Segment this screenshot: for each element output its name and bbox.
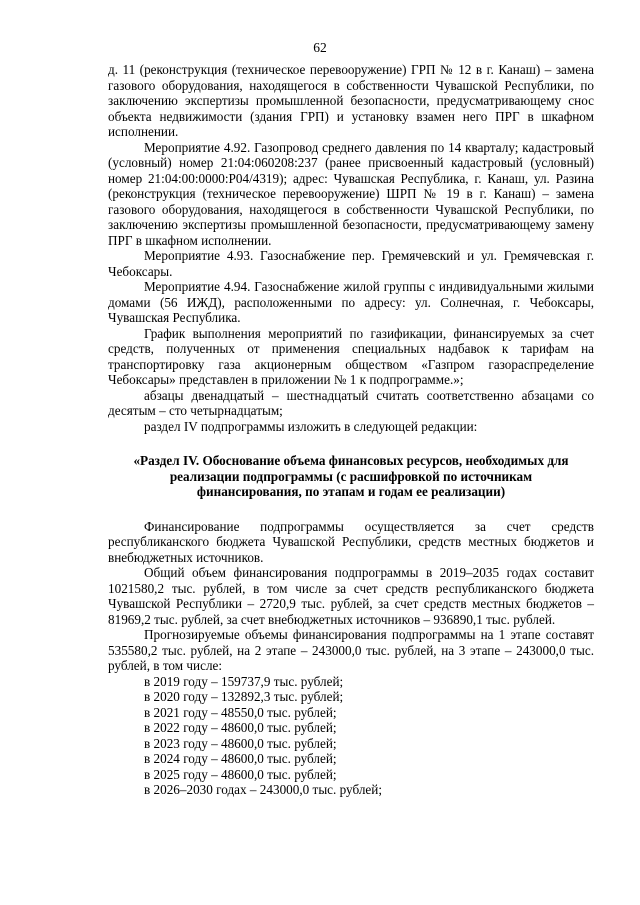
- paragraph: Мероприятие 4.92. Газопровод среднего давления по 14 кварталу; кадастровый (условный) номер 21:04:060208:237 (ранее присвоенный кадастровый (условный) номер 21:04:00:0000:Р04/4319); адрес: Чувашская Республика, г. Канаш, ул. Разина (реконструкция (техническое перевооружение) ШРП № 19 в г. Канаш) – замена газового оборудования, находящегося в собственности Чувашской Республики, по заключению экспертизы промышленной безопасности, предусматривающему замену ПРГ в шкафном исполнении.: [108, 139, 594, 248]
- list-item: в 2019 году – 159737,9 тыс. рублей;: [144, 673, 344, 689]
- paragraph: Мероприятие 4.93. Газоснабжение пер. Гремячевский и ул. Гремячевская г. Чебоксары.: [108, 248, 594, 279]
- year-list: [108, 674, 594, 798]
- list-item: в 2026–2030 годах – 243000,0 тыс. рублей;: [144, 782, 382, 798]
- paragraph: д. 11 (реконструкция (техническое перевооружение) ГРП № 12 в г. Канаш) – замена газового оборудования, находящегося в собственности Чувашской Республики, по заключению экспертизы промышленной безопасности, предусматривающему снос объекта недвижимости (здания ГРП) и установку взамен него ПРГ в шкафном исполнении.: [108, 62, 594, 139]
- list-item: в 2023 году – 48600,0 тыс. рублей;: [144, 735, 337, 751]
- list-item: в 2025 году – 48600,0 тыс. рублей;: [144, 766, 337, 782]
- paragraph: График выполнения мероприятий по газификации, финансируемых за счет средств, полученных от применения специальных надбавок к тарифам на транспортировку газа акционерным обществом «Газпром газораспределение Чебоксары» представлен в приложении № 1 к подпрограмме.»;: [108, 325, 594, 387]
- list-item: в 2024 году – 48600,0 тыс. рублей;: [144, 751, 337, 767]
- section-heading: «Раздел IV. Обоснование объема финансовых ресурсов, необходимых для реализации подпрограммы (с расшифровкой по источникам финансирования, по этапам и годам ее реализации): [133, 453, 569, 500]
- paragraph: раздел IV подпрограммы изложить в следующей редакции:: [144, 418, 478, 434]
- paragraph: Финансирование подпрограммы осуществляется за счет средств республиканского бюджета Чувашской Республики, средств местных бюджетов и внебюджетных источников.: [108, 518, 594, 565]
- list-item: в 2021 году – 48550,0 тыс. рублей;: [144, 704, 337, 720]
- paragraph: Общий объем финансирования подпрограммы в 2019–2035 годах составит 1021580,2 тыс. рублей, в том числе за счет средств республиканского бюджета Чувашской Республики – 2720,9 тыс. рублей, за счет средств местных бюджетов – 81969,2 тыс. рублей, за счет внебюджетных источников – 936890,1 тыс. рублей.: [108, 565, 594, 627]
- list-item: в 2020 году – 132892,3 тыс. рублей;: [144, 689, 344, 705]
- top-paragraphs: [108, 62, 594, 434]
- page-number: 62: [313, 40, 327, 55]
- paragraph: Мероприятие 4.94. Газоснабжение жилой группы с индивидуальными жилыми домами (56 ИЖД), расположенными по адресу: ул. Солнечная, г. Чебоксары, Чувашская Республика.: [108, 279, 594, 325]
- financing-paragraphs: [108, 519, 594, 674]
- list-item: в 2022 году – 48600,0 тыс. рублей;: [144, 720, 337, 736]
- document-body: [108, 62, 594, 798]
- paragraph: абзацы двенадцатый – шестнадцатый считать соответственно абзацами со десятым – сто четырнадцатым;: [108, 387, 594, 418]
- paragraph: Прогнозируемые объемы финансирования подпрограммы на 1 этапе составят 535580,2 тыс. рублей, на 2 этапе – 243000,0 тыс. рублей, на 3 этапе – 243000,0 тыс. рублей, в том числе:: [108, 627, 594, 674]
